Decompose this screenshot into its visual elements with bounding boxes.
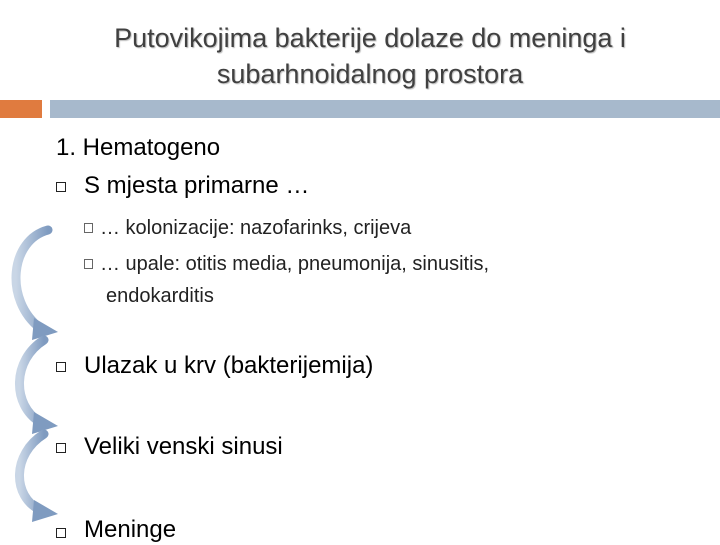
title-divider-bar: [50, 100, 720, 118]
bullet-primary-site: S mjesta primarne …: [84, 172, 310, 199]
title-line-2: subarhnoidalnog prostora: [216, 59, 524, 89]
curved-arrow-icon: [19, 340, 58, 434]
sub-bullet-icon: [84, 223, 93, 233]
accent-bar: [0, 100, 42, 118]
bullet-box-icon: [56, 182, 66, 192]
curved-arrow-icon: [19, 434, 58, 522]
bullet-bacteremia: Ulazak u krv (bakterijemija): [84, 352, 374, 379]
curved-arrow-icon: [16, 230, 58, 340]
flow-arrows: [0, 200, 80, 540]
title-line-1: Putovikojima bakterije dolaze do meninga i: [114, 23, 626, 53]
slide-title: [40, 20, 700, 92]
sub-item-inflammation: … upale: otitis media, pneumonija, sinusitis,: [100, 253, 490, 275]
bullet-meninges: Meninge: [84, 516, 177, 543]
sub-item-inflammation-cont: endokarditis: [106, 285, 214, 307]
section-heading: 1. Hematogeno: [56, 134, 221, 161]
bullet-venous-sinuses: Veliki venski sinusi: [84, 433, 283, 460]
sub-item-colonization: … kolonizacije: nazofarinks, crijeva: [100, 217, 412, 239]
sub-bullet-icon: [84, 259, 93, 269]
